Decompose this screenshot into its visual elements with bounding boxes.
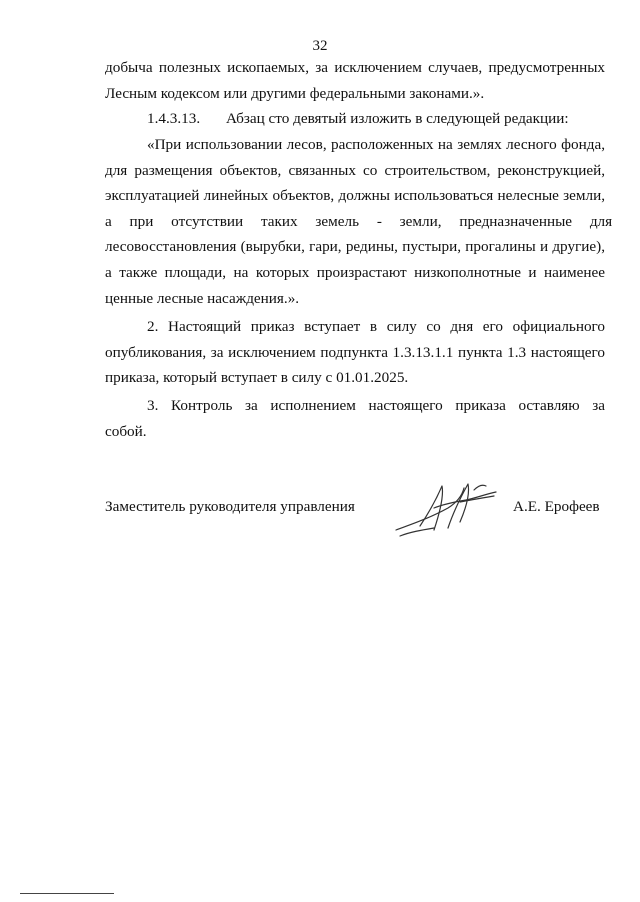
carry-over-paragraph [105, 55, 605, 106]
item-text: Абзац сто девятый изложить в следующей редакции: [225, 110, 569, 127]
paragraph-line: для размещения объектов, связанных со строительством, реконструкцией, [105, 161, 605, 179]
paragraph-line: опубликования, за исключением подпункта 1.3.13.1.1 пункта 1.3 настоящего [105, 343, 605, 361]
item-3-paragraph [105, 393, 605, 444]
paragraph-line: а также площади, на которых произрастают низкополнотные и наименее [105, 263, 605, 281]
paragraph-line: лесовосстановления (вырубки, гари, редины, пустыри, прогалины и другие), [105, 238, 605, 256]
signatory-name: А.Е. Ерофеев [513, 498, 600, 515]
paragraph-line: добыча полезных ископаемых, за исключением случаев, предусмотренных [105, 59, 605, 76]
quoted-paragraph [105, 132, 613, 311]
paragraph-line: 3. Контроль за исполнением настоящего приказа оставляю за [147, 397, 605, 414]
paragraph-line: Лесным кодексом или другими федеральными законами.». [105, 84, 485, 102]
handwritten-signature [390, 478, 510, 548]
item-number: 1.4.3.13. [147, 110, 201, 127]
item-2-paragraph [105, 314, 605, 391]
paragraph-line: ценные лесные насаждения.». [105, 289, 300, 307]
paragraph-line: эксплуатацией линейных объектов, должны использоваться нелесные земли, [105, 187, 605, 205]
paragraph-line: а при отсутствии таких земель - земли, предназначенные для [105, 212, 613, 230]
item-1-4-3-13 [105, 106, 605, 132]
signatory-title: Заместитель руководителя управления [105, 498, 355, 515]
paragraph-line: 2. Настоящий приказ вступает в силу со дня его официального [147, 318, 605, 335]
paragraph-line: «При использовании лесов, расположенных на землях лесного фонда, [147, 136, 605, 153]
paragraph-line: собой. [105, 422, 147, 440]
paragraph-line: приказа, который вступает в силу с 01.01.2025. [105, 369, 409, 387]
page-number: 32 [312, 38, 328, 54]
footer-rule [20, 893, 114, 894]
